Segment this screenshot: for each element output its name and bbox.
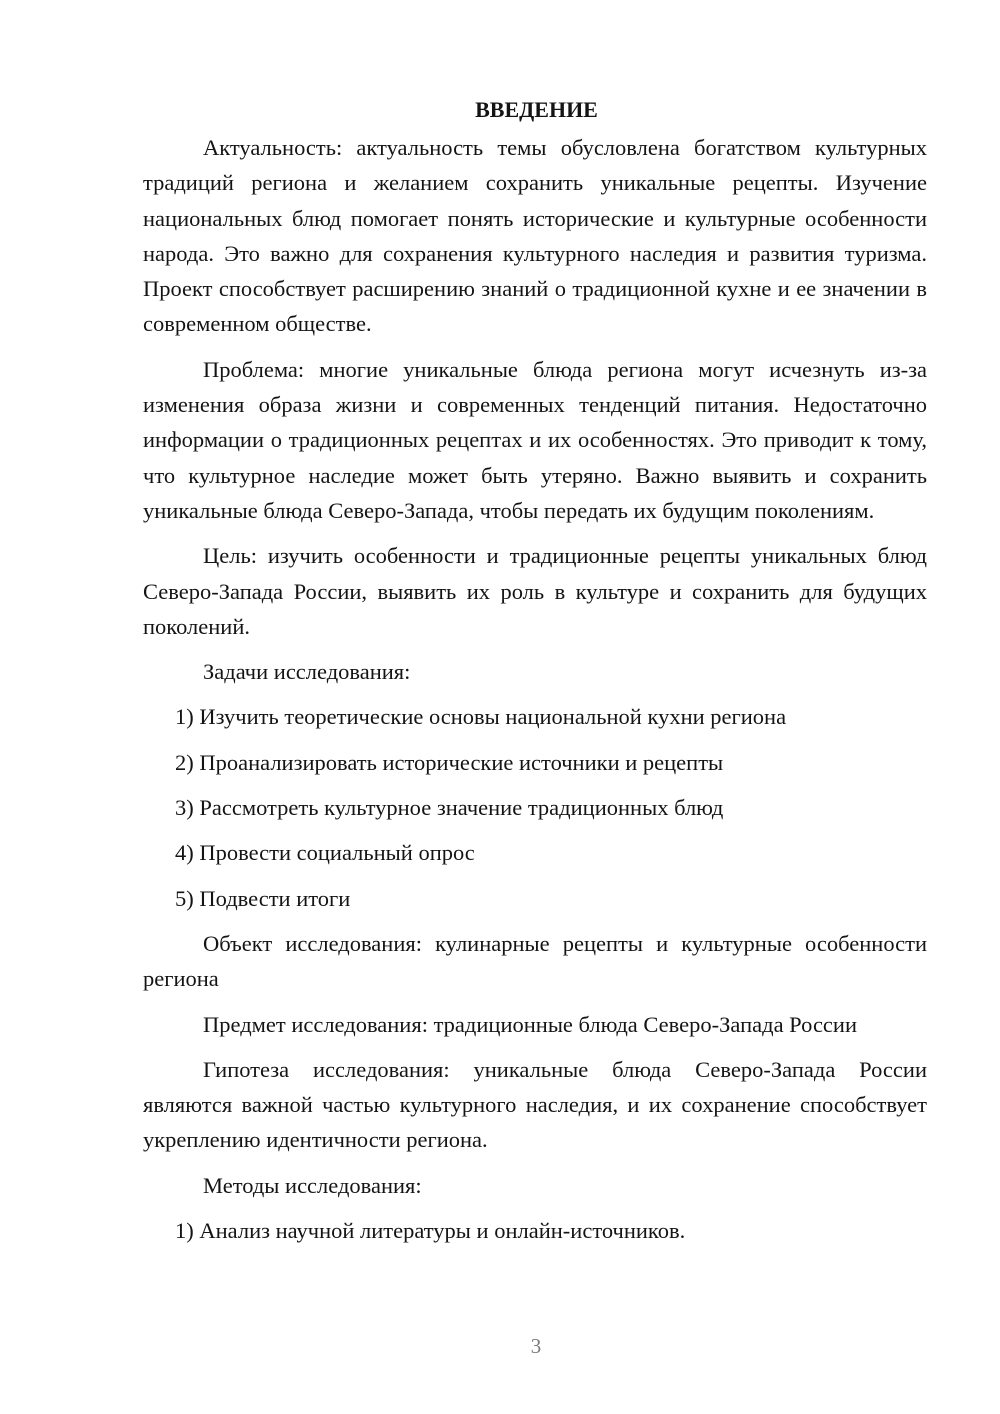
list-item: 2) Проанализировать исторические источники и рецепты (175, 749, 724, 775)
page-content (143, 92, 927, 1248)
list-item: 1) Анализ научной литературы и онлайн-источников. (175, 1218, 686, 1244)
relevance-paragraph: Актуальность: актуальность темы обусловлена богатством культурных традиций региона и желанием сохранить уникальные рецепты. Изучение национальных блюд помогает понять исторические и культурные особенности народа. Это важно для сохранения культурного наследия и развития туризма. Проект способствует расширению знаний о традиционной кухне и ее значении в современном обществе. (143, 135, 927, 337)
page-number: 3 (530, 1334, 542, 1358)
problem-paragraph: Проблема: многие уникальные блюда региона могут исчезнуть из-за изменения образа жизни и современных тенденций питания. Недостаточно информации о традиционных рецептах и их особенностях. Это приводит к тому, что культурное наследие может быть утеряно. Важно выявить и сохранить уникальные блюда Северо-Запада, чтобы передать их будущим поколениям. (143, 356, 927, 523)
subject-paragraph: Предмет исследования: традиционные блюда Северо-Запада России (203, 1011, 857, 1037)
tasks-heading: Задачи исследования: (203, 659, 411, 685)
list-item: 4) Провести социальный опрос (175, 840, 475, 866)
goal-paragraph: Цель: изучить особенности и традиционные рецепты уникальных блюд Северо-Запада России, выявить их роль в культуре и сохранить для будущих поколений. (143, 543, 927, 639)
methods-heading: Методы исследования: (203, 1172, 422, 1198)
hypothesis-paragraph: Гипотеза исследования: уникальные блюда Северо-Запада России являются важной частью культурного наследия, и их сохранение способствует укреплению идентичности региона. (143, 1056, 927, 1153)
list-item: 5) Подвести итоги (175, 885, 351, 911)
page-title: ВВЕДЕНИЕ (475, 97, 598, 122)
list-item: 1) Изучить теоретические основы национальной кухни региона (175, 704, 787, 730)
object-paragraph: Объект исследования: кулинарные рецепты и культурные особенности региона (143, 930, 927, 992)
list-item: 3) Рассмотреть культурное значение традиционных блюд (175, 795, 724, 821)
